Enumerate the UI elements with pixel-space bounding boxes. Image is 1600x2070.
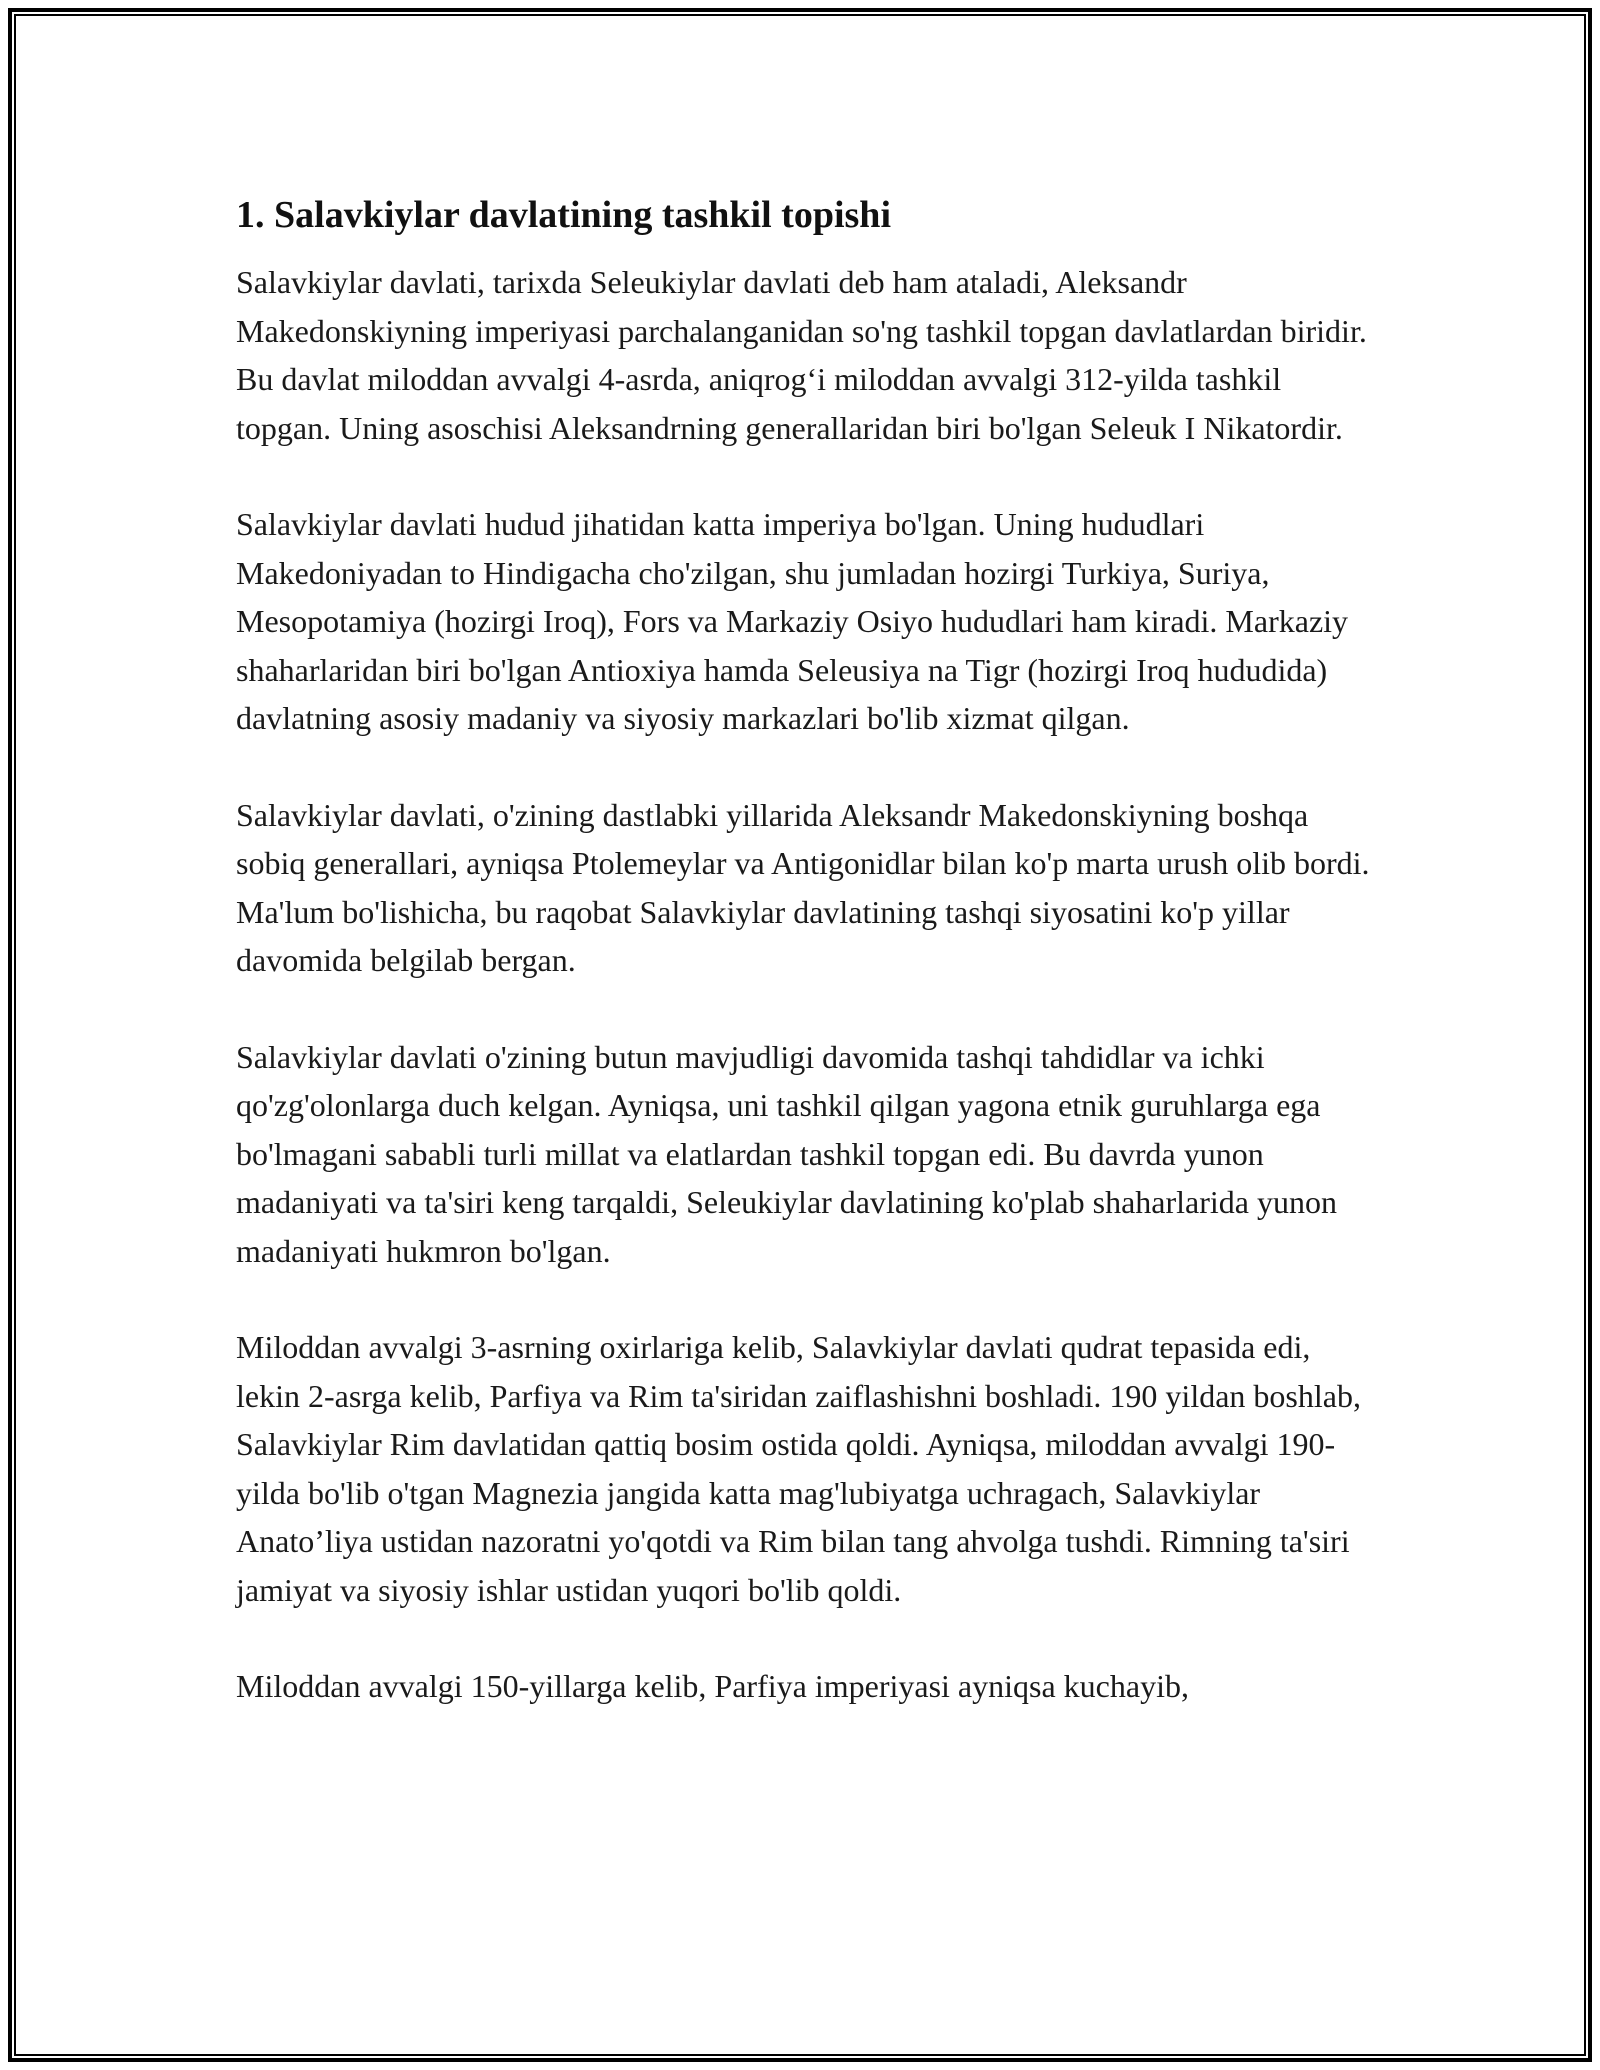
section-heading: 1. Salavkiylar davlatining tashkil topishi <box>236 194 891 236</box>
paragraph-parthia: Miloddan avvalgi 150-yillarga kelib, Parfiya imperiyasi ayniqsa kuchayib, <box>236 1668 1189 1704</box>
document-body <box>236 188 1376 1711</box>
paragraph-territory: Salavkiylar davlati hudud jihatidan katta imperiya bo'lgan. Uning hududlari Makedoniyadan to Hindigacha cho'zilgan, shu jumladan hozirgi Turkiya, Suriya, Mesopotamiya (hozirgi Iroq), Fors va Markaziy Osiyo hududlari ham kiradi. Markaziy shaharlaridan biri bo'lgan Antioxiya hamda Seleusiya na Tigr (hozirgi Iroq hududida) davlatning asosiy madaniy va siyosiy markazlari bo'lib xizmat qilgan. <box>236 506 1349 736</box>
paragraph-founding: Salavkiylar davlati, tarixda Seleukiylar davlati deb ham ataladi, Aleksandr Makedonskiyning imperiyasi parchalanganidan so'ng tashkil topgan davlatlardan biridir. Bu davlat miloddan avvalgi 4-asrda, aniqrog‘i miloddan avvalgi 312-yilda tashkil topgan. Uning asoschisi Aleksandrning generallaridan biri bo'lgan Seleuk I Nikatordir. <box>236 264 1367 446</box>
paragraph-decline: Miloddan avvalgi 3-asrning oxirlariga kelib, Salavkiylar davlati qudrat tepasida edi, lekin 2-asrga kelib, Parfiya va Rim ta'siridan zaiflashishni boshladi. 190 yildan boshlab, Salavkiylar Rim davlatidan qattiq bosim ostida qoldi. Ayniqsa, miloddan avvalgi 190-yilda bo'lib o'tgan Magnezia jangida katta mag'lubiyatga uchragach, Salavkiylar Anato’liya ustidan nazoratni yo'qotdi va Rim bilan tang ahvolga tushdi. Rimning ta'siri jamiyat va siyosiy ishlar ustidan yuqori bo'lib qoldi. <box>236 1329 1361 1608</box>
paragraph-wars: Salavkiylar davlati, o'zining dastlabki yillarida Aleksandr Makedonskiyning boshqa sobiq generallari, ayniqsa Ptolemeylar va Antigonidlar bilan ko'p marta urush olib bordi. Ma'lum bo'lishicha, bu raqobat Salavkiylar davlatining tashqi siyosatini ko'p yillar davomida belgilab bergan. <box>236 796 1370 978</box>
paragraph-threats: Salavkiylar davlati o'zining butun mavjudligi davomida tashqi tahdidlar va ichki qo'zg'olonlarga duch kelgan. Ayniqsa, uni tashkil qilgan yagona etnik guruhlarga ega bo'lmagani sababli turli millat va elatlardan tashkil topgan edi. Bu davrda yunon madaniyati va ta'siri keng tarqaldi, Seleukiylar davlatining ko'plab shaharlarida yunon madaniyati hukmron bo'lgan. <box>236 1038 1337 1269</box>
